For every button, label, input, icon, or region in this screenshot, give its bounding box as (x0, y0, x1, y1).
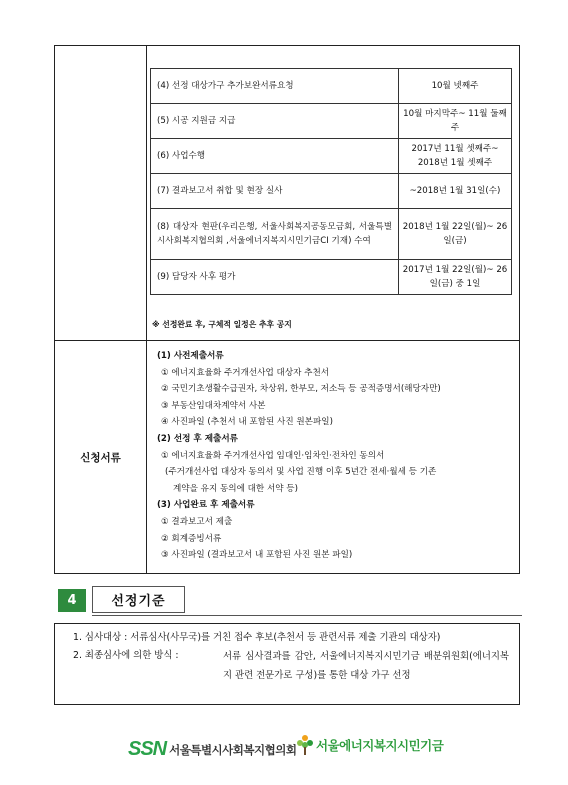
schedule-when: ~2018년 1월 31일(수) (399, 174, 512, 209)
docs-item: ② 회계증빙서류 (161, 533, 222, 544)
schedule-desc: (5) 시공 지원금 지급 (151, 104, 399, 139)
criteria-item-2-label: 2. 최종심사에 의한 방식 : (73, 650, 179, 661)
schedule-when: 2017년 11월 셋째주~ 2018년 1월 셋째주 (399, 139, 512, 174)
schedule-desc: (8) 대상자 현판(우리은행, 서울사회복지공동모금회, 서울특별시사회복지협의회 ,서울에너지복지시민기금CI 기재) 수여 (151, 209, 399, 260)
schedule-table (150, 68, 512, 295)
schedule-when: 10월 마지막주~ 11월 둘째주 (399, 104, 512, 139)
tree-icon (296, 734, 314, 756)
docs-item: ① 결과보고서 제출 (161, 516, 233, 527)
schedule-when: 2018년 1월 22일(월)~ 26일(금) (399, 209, 512, 260)
schedule-row (151, 174, 512, 209)
docs-heading: (1) 사전제출서류 (157, 351, 224, 361)
schedule-desc: (9) 담당자 사후 평가 (151, 260, 399, 295)
section-title: 선정기준 (92, 586, 185, 613)
schedule-when: 10월 넷째주 (399, 69, 512, 104)
schedule-row (151, 69, 512, 104)
schedule-note: ※ 선정완료 후, 구체적 일정은 추후 공지 (152, 320, 292, 329)
docs-subnote: 계약을 유지 동의에 대한 서약 등) (173, 483, 298, 494)
energy-fund-logo (296, 734, 443, 756)
docs-item: ① 에너지효율화 주거개선사업 대상자 추천서 (161, 367, 330, 378)
schedule-row (151, 139, 512, 174)
schedule-row (151, 104, 512, 139)
schedule-desc: (6) 사업수행 (151, 139, 399, 174)
docs-item: ② 국민기초생활수급권자, 차상위, 한부모, 저소득 등 공적증명서(해당자만) (161, 384, 441, 395)
docs-item: ③ 사진파일 (결과보고서 내 포함된 사진 원본 파일) (161, 550, 353, 561)
criteria-item-1: 1. 심사대상 : 서류심사(사무국)를 거친 접수 후보(추천서 등 관련서류 제출 기관의 대상자) (73, 632, 441, 643)
criteria-box (54, 623, 520, 705)
schedule-row (151, 209, 512, 260)
docs-item: ① 에너지효율화 주거개선사업 임대인·임차인·전차인 동의서 (161, 450, 385, 461)
apply-docs-label: 신청서류 (80, 452, 121, 464)
docs-heading: (2) 선정 후 제출서류 (157, 433, 238, 444)
schedule-when: 2017년 1월 22일(월)~ 26일(금) 중 1일 (399, 260, 512, 295)
ssn-logo-mark: SSN (128, 738, 167, 760)
column-divider (146, 46, 147, 573)
schedule-desc: (4) 선정 대상가구 추가보완서류요청 (151, 69, 399, 104)
ssn-logo-text: 서울특별시사회복지협의회 (169, 742, 297, 757)
schedule-row (151, 260, 512, 295)
ssn-logo (128, 738, 296, 761)
docs-item: ④ 사진파일 (추천서 내 포함된 사진 원본파일) (161, 417, 333, 428)
section-underline (92, 615, 522, 616)
apply-docs-list (157, 348, 509, 564)
energy-fund-text: 서울에너지복지시민기금 (316, 738, 444, 753)
docs-heading: (3) 사업완료 후 제출서류 (157, 500, 255, 511)
criteria-item-2-text: 서류 심사결과를 감안, 서울에너지복지시민기금 배분위원회(에너지복지 관련 전문가로 구성)를 통한 대상 가구 선정 (223, 651, 509, 681)
docs-subnote: (주거개선사업 대상자 동의서 및 사업 진행 이후 5년간 전세·월세 등 기존 (165, 467, 437, 478)
docs-item: ③ 부동산임대차계약서 사본 (161, 400, 266, 411)
schedule-desc: (7) 결과보고서 취합 및 현장 실사 (151, 174, 399, 209)
section-number-badge: 4 (58, 589, 86, 612)
